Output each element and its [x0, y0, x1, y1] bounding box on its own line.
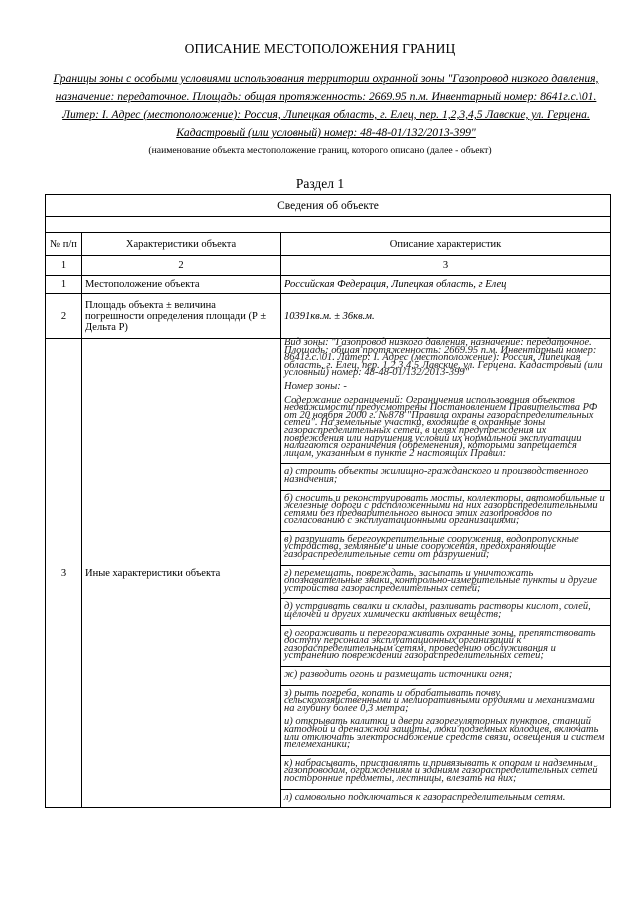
page-title: ОПИСАНИЕ МЕСТОПОЛОЖЕНИЯ ГРАНИЦ — [184, 41, 456, 56]
detail-item-l: л) самовольно подключаться к газораспределительным сетям. — [284, 791, 566, 803]
table-row — [46, 339, 611, 808]
detail-divider — [281, 685, 610, 686]
col-num-1: 1 — [46, 256, 82, 276]
detail-item-zh: ж) разводить огонь и размещать источники огня; — [284, 669, 513, 680]
col-num-3: 3 — [281, 256, 611, 276]
detail-divider — [281, 625, 610, 626]
detail-item-g: г) перемещать, повреждать, засыпать и уничтожать опознавательные знаки, контрольно-измерительные пункты и другие устройства газораспределительных сетей; — [284, 567, 597, 594]
row-label: Местоположение объекта — [82, 276, 281, 294]
row-number: 3 — [46, 339, 82, 808]
detail-divider — [281, 531, 610, 532]
table-header-row — [46, 195, 611, 217]
table-row — [46, 294, 611, 339]
table-row — [46, 276, 611, 294]
detail-divider — [281, 755, 610, 756]
table-blank-row — [46, 217, 611, 233]
detail-item-v: в) разрушать берегоукрепительные сооружения, водопропускные устройства, земляные и иные сооружения, предохраняющие газораспределительные сети от разрушений; — [284, 533, 579, 561]
row-details — [281, 339, 611, 808]
detail-divider — [281, 565, 610, 566]
detail-zone-number: Номер зоны: - — [284, 380, 347, 392]
col-num-2: 2 — [82, 256, 281, 276]
row-label: Площадь объекта ± величина погрешности определения площади (Р ± Дельта Р) — [82, 294, 281, 339]
col-no-header: № п/п — [46, 233, 82, 256]
detail-item-e: е) огораживать и перегораживать охранные зоны, препятствовать доступу персонала эксплуатационных организаций к газораспределительным сетям, проведению обслуживания и устранению повреждений газораспределительных сетей; — [284, 627, 596, 662]
detail-item-z: з) рыть погреба, копать и обрабатывать почву сельскохозяйственными и мелиоративными орудиями и механизмами на глубину более 0,3 метра; — [284, 687, 595, 714]
detail-divider — [281, 789, 610, 790]
row-value: Российская Федерация, Липецкая область, г Елец — [281, 276, 611, 294]
table-numbers-row — [46, 256, 611, 276]
zone-caption: (наименование объекта местоположение границ, которого описано (далее - объект) — [148, 145, 492, 156]
detail-divider — [281, 598, 610, 599]
section-title: Раздел 1 — [295, 176, 345, 191]
detail-item-d: д) устраивать свалки и склады, разливать растворы кислот, солей, щелочей и других химически активных веществ; — [284, 601, 591, 621]
detail-item-a: а) строить объекты жилищно-гражданского и производственного назначения; — [284, 466, 589, 485]
object-info-table — [45, 194, 611, 808]
table-columns-row — [46, 233, 611, 256]
table-header: Сведения об объекте — [46, 195, 611, 217]
detail-item-k: к) набрасывать, приставлять и привязывать к опорам и надземным газопроводам, ограждениям и зданиям газораспределительных сетей посторонние предметы, лестницы, влезать на них; — [284, 757, 598, 784]
detail-divider — [281, 666, 610, 667]
row-value: 10391кв.м. ± 36кв.м. — [281, 294, 611, 339]
zone-title: Границы зоны с особыми условиями использования территории охранной зоны "Газопровод низкого давления, назначение: передаточное. Площадь: общая протяженность: 2669.95 п.м. Инвентарный номер: 8641г.с.\01. Литер: I. Адрес (местоположение): Россия, Липецкая область, г. Елец, пер. 1,2,3,4,5 Лавские, ул. Герцена. Кадастровый (или условный) номер: 48-48-01/132/2013-399" — [53, 72, 599, 139]
row-number: 1 — [46, 276, 82, 294]
detail-restrictions: Содержание ограничений: Ограничения использования объектов недвижимости предусмотрены Постановлением Правительства РФ от 20 ноября 2000 г. №878 "Правила охраны газораспределительных сетей". На земельные участки, входящие в охранные зоны газораспределительных сетей, в целях предупреждения их повреждения или нарушения условий их нормальной эксплуатации налагаются ограничения (обременения), которыми запрещается лицам, указанным в пункте 2 настоящих Правил: — [284, 394, 598, 459]
col-char-header: Характеристики объекта — [82, 233, 281, 256]
detail-zone-type: Вид зоны: "Газопровод низкого давления, назначение: передаточное. Площадь: общая протяженность: 2669.95 п.м. Инвентарный номер: 8641г.с.\01. Литер: I. Адрес (местоположение): Россия, Липецкая область, г. Елец, пер. 1,2,3,4,5 Лавские, ул. Герцена. Кадастровый (или условный) номер: 48-48-01/132/2013-399" — [284, 337, 603, 379]
detail-divider — [281, 463, 610, 464]
detail-item-i: и) открывать калитки и двери газорегуляторных пунктов, станций катодной и дренажной защиты, люки подземных колодцев, включать или отключать электроснабжение средств связи, освещения и систем телемеханики; — [284, 716, 605, 751]
detail-item-b: б) сносить и реконструировать мосты, коллекторы, автомобильные и железные дороги с расположенными на них газораспределительными сетями без предварительного выноса этих газопроводов по согласованию с эксплуатационными организациями; — [284, 492, 605, 527]
row-number: 2 — [46, 294, 82, 339]
detail-divider — [281, 490, 610, 491]
col-desc-header: Описание характеристик — [281, 233, 611, 256]
row-label: Иные характеристики объекта — [82, 339, 281, 808]
blank-cell — [46, 217, 611, 233]
